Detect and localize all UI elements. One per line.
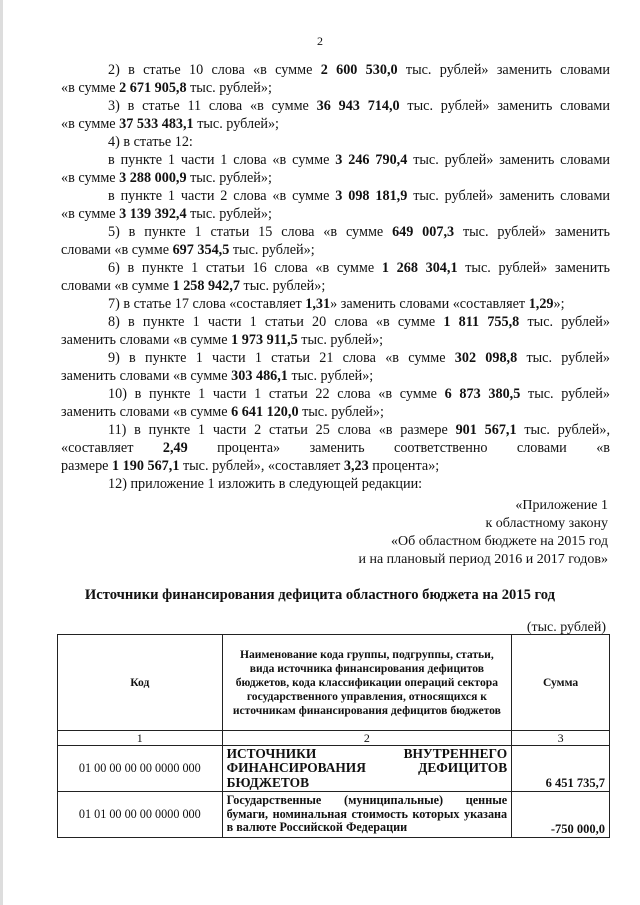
text-fragment: 4) в статье 12: <box>108 134 193 150</box>
text-line-p9b <box>61 367 373 385</box>
financing-sources-table <box>57 634 610 838</box>
text-fragment: тыс. рублей» <box>520 386 610 402</box>
amount-value: 3 246 790,4 <box>335 152 408 168</box>
text-fragment: тыс. рублей» <box>519 314 610 330</box>
text-fragment: тыс. рублей», <box>516 422 611 438</box>
amount-value: 3 288 000,9 <box>119 170 187 186</box>
text-line-p7 <box>108 295 565 313</box>
amount-value: 1 258 942,7 <box>172 278 240 294</box>
column-number: 2 <box>222 731 512 746</box>
text-fragment: размере <box>61 458 113 474</box>
text-line-p4c <box>108 187 610 205</box>
amount-value: 901 567,1 <box>455 422 517 438</box>
text-fragment: «составляет <box>61 440 163 456</box>
amount-value: 2,49 <box>162 440 188 456</box>
text-fragment: словами «в сумме <box>61 278 173 294</box>
text-line-p2b <box>61 79 272 97</box>
amount-value: 303 486,1 <box>231 368 288 384</box>
row-sum: -750 000,0 <box>512 792 610 838</box>
text-fragment: заменить словами «в сумме <box>61 404 232 420</box>
text-fragment: 6) в пункте 1 статьи 16 слова «в сумме <box>108 260 382 276</box>
header-sum: Сумма <box>512 635 610 731</box>
text-fragment: тыс. рублей» <box>517 350 611 366</box>
amount-value: 1,31 <box>305 296 331 312</box>
appendix-line: и на плановый период 2016 и 2017 годов» <box>358 552 608 567</box>
text-line-p11a <box>108 421 610 439</box>
table-row <box>58 792 610 838</box>
text-line-p4a <box>108 151 610 169</box>
amount-value: 649 007,3 <box>392 224 455 240</box>
appendix-reference <box>358 497 608 569</box>
table-row <box>58 746 610 792</box>
text-fragment: 2) в статье 10 слова «в сумме <box>108 62 321 78</box>
amount-value: 36 943 714,0 <box>316 98 400 114</box>
amount-value: 1 973 911,5 <box>231 332 298 348</box>
amount-value: 1 190 567,1 <box>112 458 180 474</box>
amount-value: 1,29 <box>528 296 554 312</box>
text-line-p11c <box>61 457 439 475</box>
appendix-line: «Об областном бюджете на 2015 год <box>391 534 608 549</box>
text-fragment: 8) в пункте 1 части 1 статьи 20 слова «в сумме <box>108 314 444 330</box>
text-fragment: 12) приложение 1 изложить в следующей редакции: <box>108 476 423 492</box>
row-name: Государственные (муниципальные) ценные бумаги, номинальная стоимость которых указана в валюте Российской Федерации <box>222 792 512 838</box>
text-fragment: » заменить словами «составляет <box>330 296 529 312</box>
amount-value: 2 600 530,0 <box>320 62 398 78</box>
text-fragment: «в сумме <box>61 170 120 186</box>
text-fragment: тыс. рублей» заменить <box>457 260 610 276</box>
text-line-p4d <box>61 205 272 223</box>
row-sum: 6 451 735,7 <box>512 746 610 792</box>
text-fragment: в пункте 1 части 1 слова «в сумме <box>108 152 336 168</box>
text-fragment: «в сумме <box>61 80 120 96</box>
amount-value: 3 098 181,9 <box>335 188 408 204</box>
amount-value: 697 354,5 <box>172 242 230 258</box>
text-line-p4b <box>61 169 272 187</box>
text-line-p8a <box>108 313 610 331</box>
table-title: Источники финансирования дефицита областного бюджета на 2015 год <box>84 587 556 603</box>
text-fragment: тыс. рублей»; <box>239 278 326 294</box>
text-fragment: 3) в статье 11 слова «в сумме <box>108 98 317 114</box>
amount-value: 3 139 392,4 <box>119 206 187 222</box>
amount-value: 302 098,8 <box>454 350 518 366</box>
text-line-p2a <box>108 61 610 79</box>
text-line-p6b <box>61 277 325 295</box>
text-line-p4 <box>108 133 193 151</box>
text-fragment: тыс. рублей»; <box>298 404 384 420</box>
text-fragment: тыс. рублей»; <box>287 368 374 384</box>
text-fragment: тыс. рублей» заменить словами <box>407 188 611 204</box>
text-fragment: 10) в пункте 1 части 1 статьи 22 слова «в сумме <box>108 386 445 402</box>
amount-value: 6 641 120,0 <box>231 404 299 420</box>
text-line-p12 <box>108 475 422 493</box>
text-fragment: в пункте 1 части 2 слова «в сумме <box>108 188 336 204</box>
text-line-p5a <box>108 223 610 241</box>
row-code: 01 01 00 00 00 0000 000 <box>58 792 223 838</box>
text-fragment: 11) в пункте 1 части 2 статьи 25 слова «в размере <box>108 422 456 438</box>
amount-value: 6 873 380,5 <box>444 386 521 402</box>
text-fragment: »; <box>553 296 565 312</box>
text-fragment: 5) в пункте 1 статьи 15 слова «в сумме <box>108 224 393 240</box>
text-line-p8b <box>61 331 383 349</box>
text-line-p3a <box>108 97 610 115</box>
table-header-row <box>58 635 610 731</box>
text-fragment: тыс. рублей»; <box>297 332 384 348</box>
row-name: ИСТОЧНИКИ ВНУТРЕННЕГО ФИНАНСИРОВАНИЯ ДЕФИЦИТОВ БЮДЖЕТОВ <box>222 746 512 792</box>
unit-note: (тыс. рублей) <box>526 620 606 635</box>
text-fragment: процента»; <box>368 458 440 474</box>
amount-value: 3,23 <box>343 458 369 474</box>
scan-edge <box>0 0 3 905</box>
text-line-p5b <box>61 241 315 259</box>
text-fragment: заменить словами «в сумме <box>61 368 232 384</box>
text-fragment: тыс. рублей» заменить словами <box>399 98 610 114</box>
text-fragment: словами «в сумме <box>61 242 173 258</box>
header-code: Код <box>58 635 223 731</box>
text-line-p3b <box>61 115 279 133</box>
text-fragment: 7) в статье 17 слова «составляет <box>108 296 306 312</box>
text-line-p10a <box>108 385 610 403</box>
text-fragment: тыс. рублей»; <box>186 170 272 186</box>
text-fragment: тыс. рублей»; <box>186 206 272 222</box>
text-fragment: 9) в пункте 1 части 1 статьи 21 слова «в сумме <box>108 350 455 366</box>
row-code: 01 00 00 00 00 0000 000 <box>58 746 223 792</box>
amount-value: 1 268 304,1 <box>381 260 458 276</box>
text-line-p9a <box>108 349 610 367</box>
amount-value: 2 671 905,8 <box>119 80 187 96</box>
text-line-p6a <box>108 259 610 277</box>
text-fragment: тыс. рублей» заменить <box>454 224 610 240</box>
text-fragment: «в сумме <box>61 116 120 132</box>
text-fragment: «в сумме <box>61 206 120 222</box>
text-line-p10b <box>61 403 384 421</box>
page-number: 2 <box>317 34 323 48</box>
text-line-p11b <box>61 439 610 457</box>
column-number: 1 <box>58 731 223 746</box>
text-fragment: тыс. рублей»; <box>186 80 272 96</box>
appendix-line: к областному закону <box>485 516 608 531</box>
text-fragment: заменить словами «в сумме <box>61 332 232 348</box>
amount-value: 1 811 755,8 <box>443 314 520 330</box>
header-name: Наименование кода группы, подгруппы, статьи, вида источника финансирования дефицитов бюджетов, кода классификации операций сектора государственного управления, относящихся к источникам финансирования дефицитов бюджетов <box>222 635 512 731</box>
column-number-row <box>58 731 610 746</box>
text-fragment: тыс. рублей»; <box>229 242 315 258</box>
text-fragment: тыс. рублей»; <box>193 116 279 132</box>
column-number: 3 <box>512 731 610 746</box>
amount-value: 37 533 483,1 <box>119 116 194 132</box>
text-fragment: тыс. рублей» заменить словами <box>397 62 611 78</box>
text-fragment: тыс. рублей», «составляет <box>179 458 344 474</box>
text-fragment: тыс. рублей» заменить словами <box>407 152 611 168</box>
appendix-line: «Приложение 1 <box>515 498 608 513</box>
text-fragment: процента» заменить соответственно словами «в <box>187 440 610 456</box>
